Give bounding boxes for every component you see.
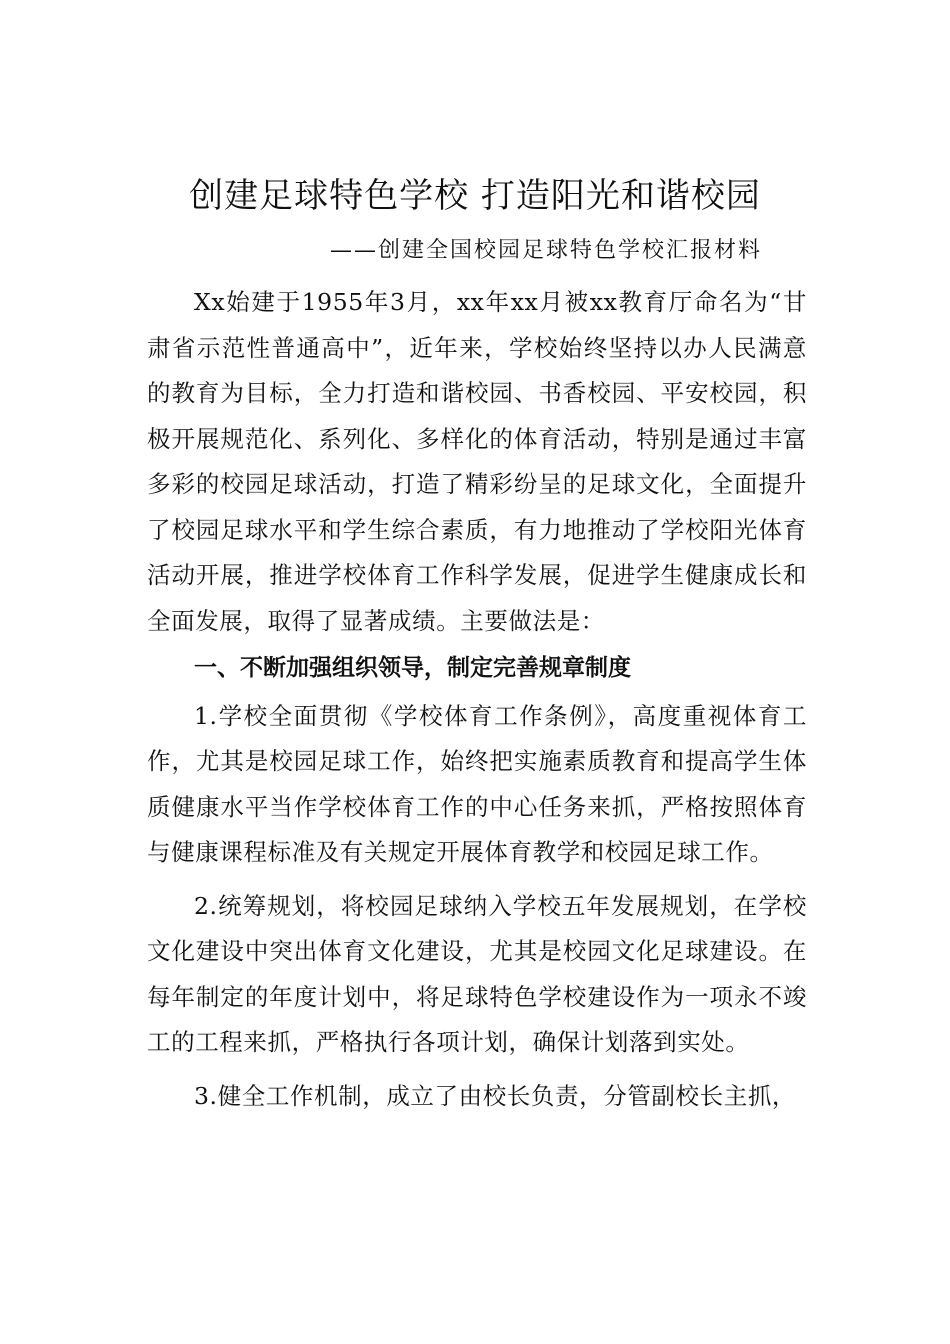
intro-paragraph: Xx始建于1955年3月，xx年xx月被xx教育厅命名为“甘肃省示范性普通高中”，近年来，学校始终坚持以办人民满意的教育为目标，全力打造和谐校园、书香校园、平安校园，积极开展规范化、系列化、多样化的体育活动，特别是通过丰富多彩的校园足球活动，打造了精彩纷呈的足球文化，全面提升了校园足球水平和学生综合素质，有力地推动了学校阳光体育活动开展，推进学校体育工作科学发展，促进学生健康成长和全面发展，取得了显著成绩。主要做法是：: [147, 288, 807, 635]
paragraph-gap: [147, 1066, 807, 1074]
document-title: 创建足球特色学校 打造阳光和谐校园: [189, 176, 761, 216]
item-paragraph-3: 3.健全工作机制，成立了由校长负责，分管副校长主抓，: [194, 1081, 797, 1110]
item-paragraph-1: 1.学校全面贯彻《学校体育工作条例》，高度重视体育工作，尤其是校园足球工作，始终把实施素质教育和提高学生体质健康水平当作学校体育工作的中心任务来抓，严格按照体育与健康课程标准及有关规定开展体育教学和校园足球工作。: [147, 701, 807, 866]
document-subtitle: ——创建全国校园足球特色学校汇报材料: [330, 238, 763, 263]
section-heading-1: 一、不断加强组织领导，制定完善规章制度: [194, 655, 631, 681]
item-paragraph-2: 2.统筹规划，将校园足球纳入学校五年发展规划，在学校文化建设中突出体育文化建设，尤其是校园文化足球建设。在每年制定的年度计划中，将足球特色学校建设作为一项永不竣工的工程来抓，严格执行各项计划，确保计划落到实处。: [147, 891, 807, 1056]
document-body: [147, 280, 807, 1119]
paragraph-gap: [147, 876, 807, 884]
